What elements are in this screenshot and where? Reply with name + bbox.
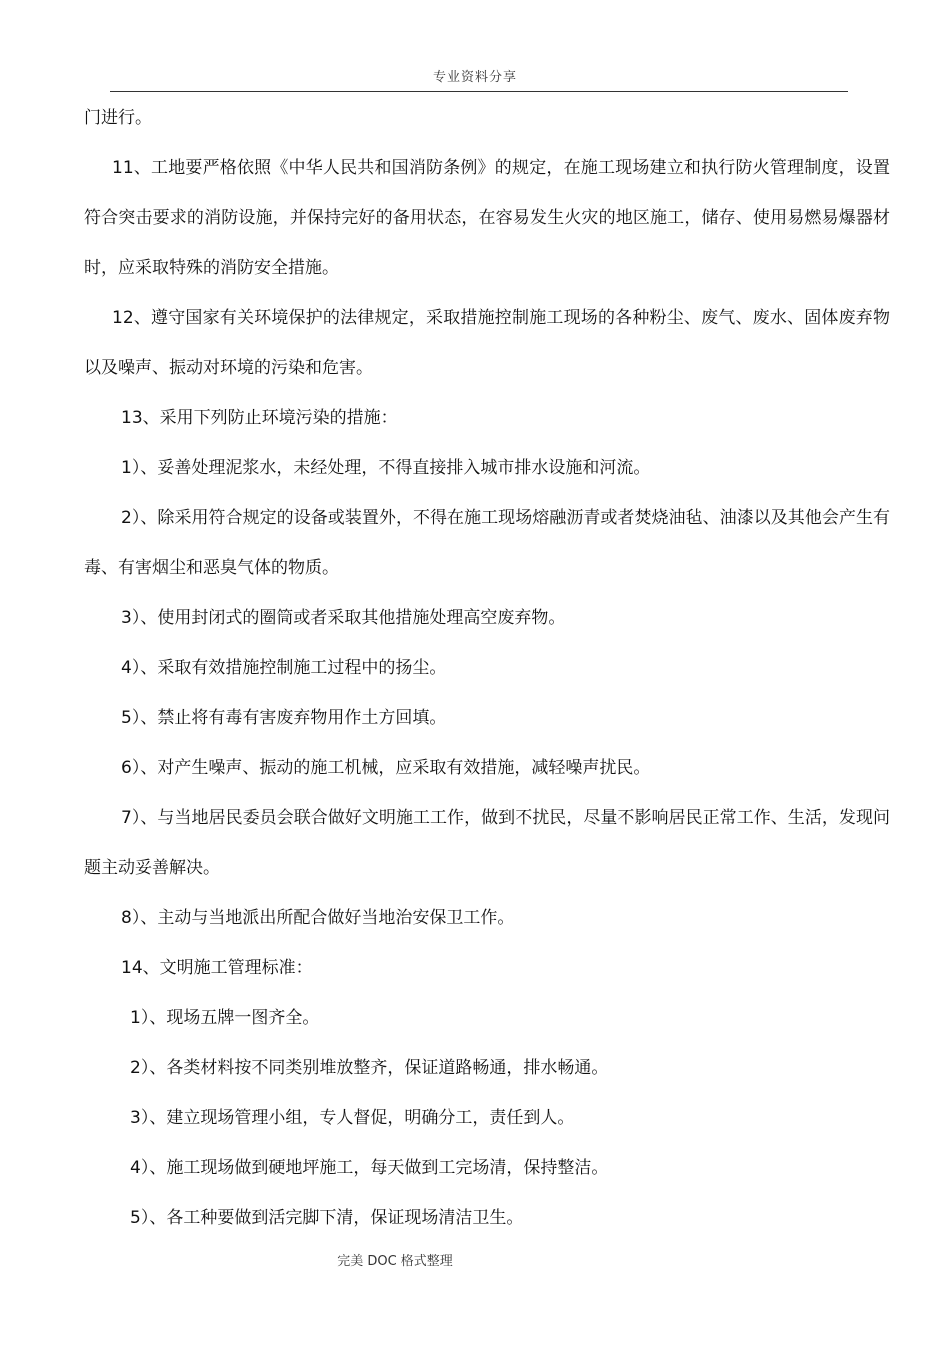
- paragraph: 1）、现场五牌一图齐全。: [130, 1008, 320, 1028]
- paragraph: 14、文明施工管理标准：: [121, 958, 313, 978]
- paragraph: 8）、主动与当地派出所配合做好当地治安保卫工作。: [121, 908, 515, 928]
- paragraph: 3）、使用封闭式的圈筒或者采取其他措施处理高空废弃物。: [121, 608, 566, 628]
- paragraph: 门进行。: [84, 108, 152, 128]
- page-header: 专业资料分享: [432, 70, 517, 85]
- paragraph: 5）、禁止将有毒有害废弃物用作土方回填。: [121, 708, 447, 728]
- page-footer: 完美 DOC 格式整理: [337, 1254, 453, 1269]
- paragraph: 2）、各类材料按不同类别堆放整齐，保证道路畅通，排水畅通。: [130, 1058, 609, 1078]
- paragraph: 4）、采取有效措施控制施工过程中的扬尘。: [121, 658, 447, 678]
- paragraph: 1）、妥善处理泥浆水，未经处理，不得直接排入城市排水设施和河流。: [121, 458, 651, 478]
- document-body: [84, 93, 890, 1243]
- paragraph: 13、采用下列防止环境污染的措施：: [121, 408, 398, 428]
- paragraph: 5）、各工种要做到活完脚下清，保证现场清洁卫生。: [130, 1208, 524, 1228]
- paragraph: 4）、施工现场做到硬地坪施工，每天做到工完场清，保持整洁。: [130, 1158, 609, 1178]
- paragraph: 7）、与当地居民委员会联合做好文明施工工作，做到不扰民，尽量不影响居民正常工作、生活，发现问题主动妥善解决。: [84, 808, 890, 878]
- header-divider: [110, 91, 848, 92]
- paragraph: 12、遵守国家有关环境保护的法律规定，采取措施控制施工现场的各种粉尘、废气、废水、固体废弃物以及噪声、振动对环境的污染和危害。: [84, 308, 890, 378]
- paragraph: 2）、除采用符合规定的设备或装置外，不得在施工现场熔融沥青或者焚烧油毡、油漆以及其他会产生有毒、有害烟尘和恶臭气体的物质。: [84, 508, 890, 578]
- paragraph: 11、工地要严格依照《中华人民共和国消防条例》的规定，在施工现场建立和执行防火管理制度，设置符合突击要求的消防设施，并保持完好的备用状态，在容易发生火灾的地区施工，储存、使用易燃易爆器材时，应采取特殊的消防安全措施。: [84, 158, 890, 278]
- paragraph: 6）、对产生噪声、振动的施工机械，应采取有效措施，减轻噪声扰民。: [121, 758, 651, 778]
- paragraph: 3）、建立现场管理小组，专人督促，明确分工，责任到人。: [130, 1108, 575, 1128]
